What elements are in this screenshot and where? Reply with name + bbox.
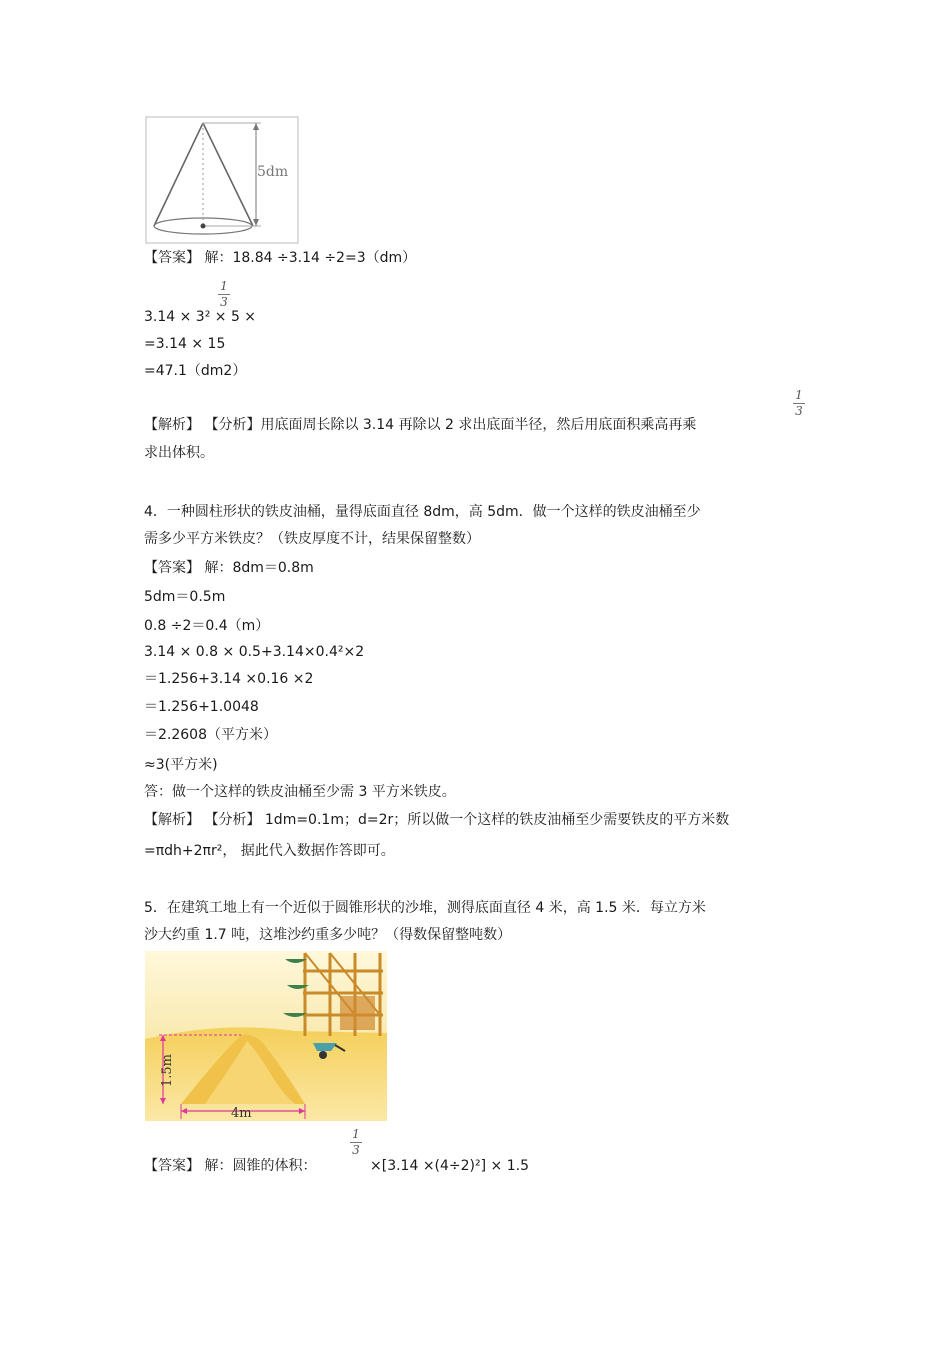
q3-answer-line: 【答案】 解：18.84 ÷3.14 ÷2=3（dm） xyxy=(144,250,417,266)
q3-analysis-line1: 【解析】 【分析】用底面周长除以 3.14 再除以 2 求出底面半径，然后用底面积乘高再乘 xyxy=(144,417,697,433)
q3-calc-line1: 3.14 × 3² × 5 × xyxy=(144,309,257,325)
fraction-denominator: 3 xyxy=(220,295,228,309)
fraction-numerator: 1 xyxy=(795,388,803,402)
sand-height-label: 1.5m xyxy=(160,1053,175,1087)
q4-step-3: 3.14 × 0.8 × 0.5+3.14×0.4²×2 xyxy=(144,644,365,660)
q4-step-2: 0.8 ÷2＝0.4（m） xyxy=(144,618,270,634)
cone-height-label: 5dm xyxy=(257,164,289,180)
q3-fraction-analysis xyxy=(793,389,805,418)
fraction-denominator: 3 xyxy=(795,404,803,418)
q3-calc-line2: =3.14 × 15 xyxy=(144,336,226,352)
sand-width-label: 4m xyxy=(231,1106,252,1121)
q4-conclusion: 答：做一个这样的铁皮油桶至少需 3 平方米铁皮。 xyxy=(144,784,456,800)
q4-answer-line: 【答案】 解：8dm＝0.8m xyxy=(144,560,314,576)
q4-step-7: ≈3(平方米) xyxy=(144,757,218,773)
q5-fraction xyxy=(350,1128,362,1157)
q4-question-line2: 需多少平方米铁皮？（铁皮厚度不计，结果保留整数） xyxy=(144,531,480,547)
cone-figure xyxy=(145,116,299,244)
fraction-denominator: 3 xyxy=(352,1143,360,1157)
q4-step-4: ＝1.256+3.14 ×0.16 ×2 xyxy=(144,671,314,687)
q4-step-1: 5dm＝0.5m xyxy=(144,589,226,605)
sand-pile-figure xyxy=(145,951,387,1121)
q5-answer-prefix: 【答案】 解：圆锥的体积： xyxy=(144,1158,317,1174)
q4-question-line1: 4．一种圆柱形状的铁皮油桶，量得底面直径 8dm，高 5dm．做一个这样的铁皮油桶至少 xyxy=(144,504,701,520)
q4-analysis-line1: 【解析】 【分析】 1dm=0.1m；d=2r；所以做一个这样的铁皮油桶至少需要铁皮的平方米数 xyxy=(144,812,730,828)
q3-fraction-inline xyxy=(218,280,230,309)
fraction-numerator: 1 xyxy=(352,1127,360,1141)
q4-step-5: ＝1.256+1.0048 xyxy=(144,699,259,715)
q5-question-line1: 5．在建筑工地上有一个近似于圆锥形状的沙堆，测得底面直径 4 米，高 1.5 米．每立方米 xyxy=(144,900,706,916)
q5-question-line2: 沙大约重 1.7 吨，这堆沙约重多少吨？（得数保留整吨数） xyxy=(144,927,512,943)
q3-analysis-line2: 求出体积。 xyxy=(144,445,214,461)
q4-step-6: ＝2.2608（平方米） xyxy=(144,727,277,743)
q3-calc-line3: =47.1（dm2） xyxy=(144,363,247,379)
q5-answer-suffix: ×[3.14 ×(4÷2)²] × 1.5 xyxy=(370,1158,529,1174)
fraction-numerator: 1 xyxy=(220,279,228,293)
q4-analysis-line2: =πdh+2πr²， 据此代入数据作答即可。 xyxy=(144,843,395,859)
